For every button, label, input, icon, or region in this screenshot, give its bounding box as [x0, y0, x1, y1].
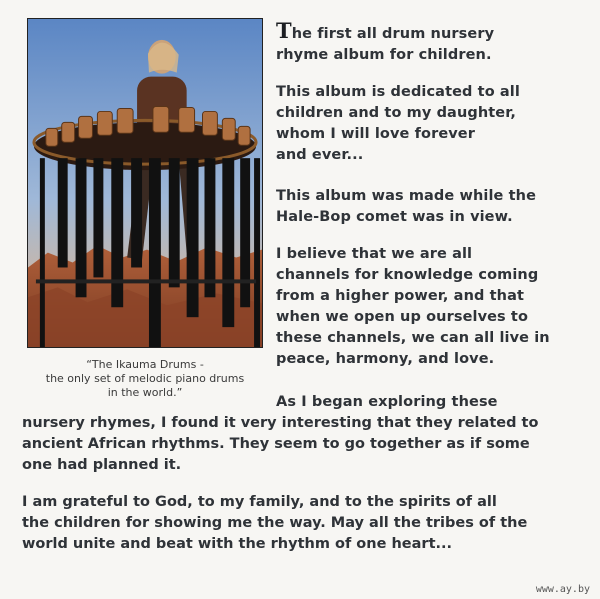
text-line: I believe that we are all [276, 246, 473, 262]
drum-photo-illustration [28, 19, 262, 347]
drum-photo [27, 18, 263, 348]
paragraph-exploring [22, 413, 538, 476]
text-line: peace, harmony, and love. [276, 351, 495, 367]
text-line: Hale-Bop comet was in view. [276, 209, 513, 225]
text-line: he first all drum nursery [291, 26, 495, 42]
text-line: the children for showing me the way. May all the tribes of the [22, 515, 528, 531]
caption-line: the only set of melodic piano drums [45, 372, 245, 385]
text-line: I am grateful to God, to my family, and to the spirits of all [22, 494, 497, 510]
paragraph-grateful [22, 492, 527, 555]
text-line: channels for knowledge coming [276, 267, 539, 283]
caption-line: “The Ikauma Drums - [86, 358, 204, 371]
text-line: nursery rhymes, I found it very interesting that they related to [22, 415, 539, 431]
text-line: these channels, we can all live in [276, 330, 550, 346]
text-line: and ever... [276, 147, 364, 163]
text-line: As I began exploring these [276, 394, 498, 410]
text-line: This album is dedicated to all [276, 84, 520, 100]
paragraph-comet [276, 186, 576, 228]
text-line: This album was made while the [276, 188, 537, 204]
text-line: rhyme album for children. [276, 47, 492, 63]
dropcap: T [276, 18, 292, 43]
text-line: one had planned it. [22, 457, 182, 473]
text-line: ancient African rhythms. They seem to go together as if some [22, 436, 530, 452]
watermark: www.ay.by [535, 584, 590, 595]
photo-caption [27, 358, 263, 400]
caption-line: in the world.” [107, 386, 183, 399]
paragraph-exploring-start [276, 392, 576, 413]
paragraph-belief [276, 244, 576, 370]
text-line: world unite and beat with the rhythm of one heart... [22, 536, 453, 552]
paragraph-intro [276, 20, 576, 66]
text-line: when we open up ourselves to [276, 309, 529, 325]
text-line: children and to my daughter, [276, 105, 516, 121]
text-line: whom I will love forever [276, 126, 475, 142]
paragraph-dedication [276, 82, 576, 166]
text-line: from a higher power, and that [276, 288, 524, 304]
